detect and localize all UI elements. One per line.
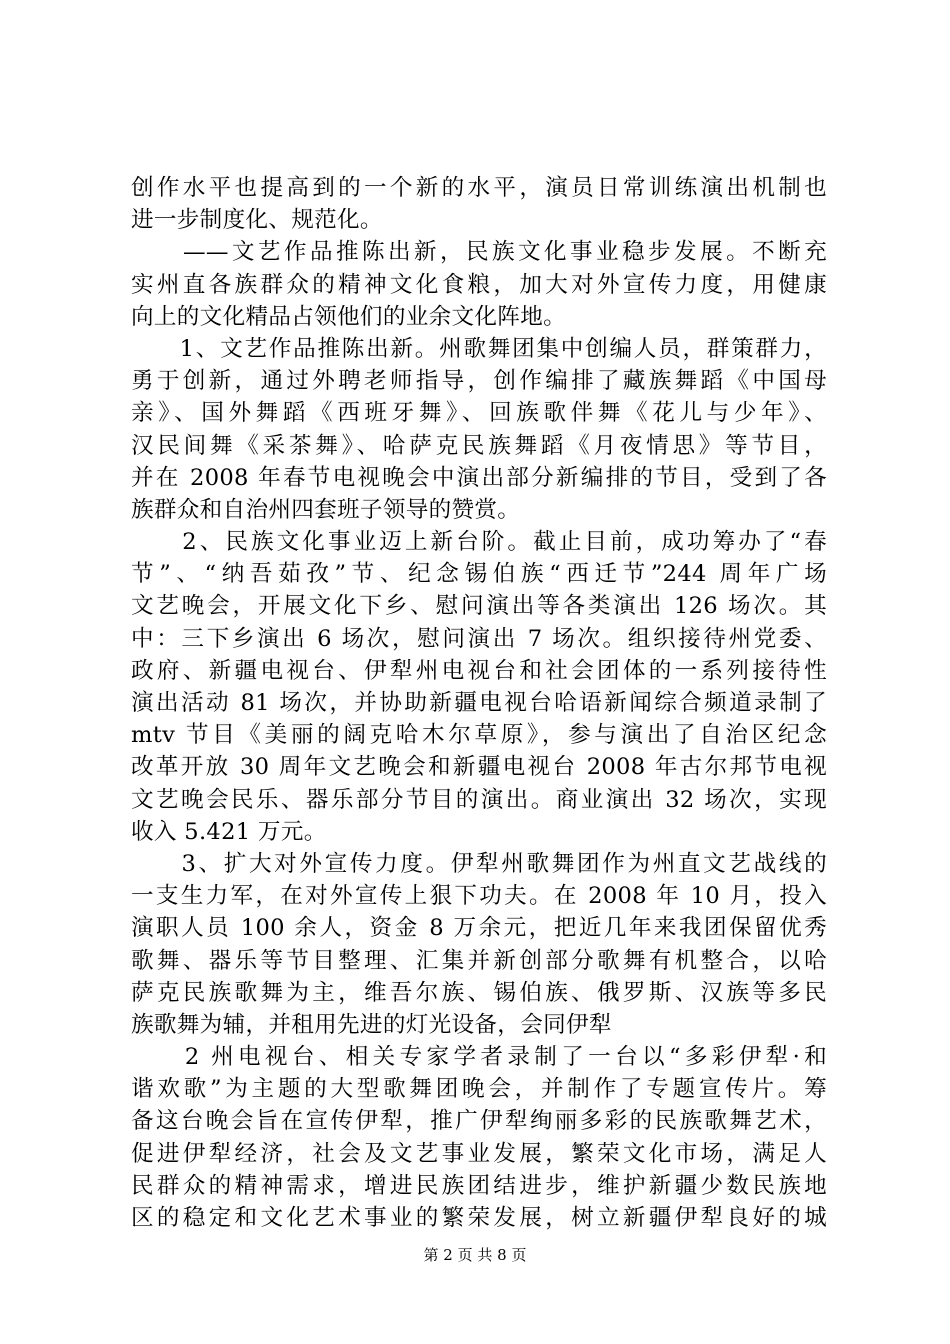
text-line: 谐欢歌”为主题的大型歌舞团晚会，并制作了专题宣传片。筹 bbox=[131, 1076, 827, 1103]
page-number-label: 第 2 页 共 8 页 bbox=[423, 1246, 527, 1264]
text-line: 文艺晚会，开展文化下乡、慰问演出等各类演出 126 场次。其 bbox=[131, 593, 827, 620]
text-line: 收入 5.421 万元。 bbox=[131, 818, 327, 845]
document-body bbox=[131, 172, 827, 1234]
text-line: 政府、新疆电视台、伊犁州电视台和社会团体的一系列接待性 bbox=[131, 657, 827, 684]
text-line: 族群众和自治州四套班子领导的赞赏。 bbox=[131, 496, 521, 523]
text-line: mtv 节目《美丽的阔克哈木尔草原》，参与演出了自治区纪念 bbox=[131, 722, 827, 749]
text-line: 备这台晚会旨在宣传伊犁，推广伊犁绚丽多彩的民族歌舞艺术， bbox=[131, 1108, 827, 1135]
text-line: 3、扩大对外宣传力度。伊犁州歌舞团作为州直文艺战线的 bbox=[131, 850, 827, 877]
text-line: 汉民间舞《采茶舞》、哈萨克民族舞蹈《月夜情思》等节目， bbox=[131, 432, 827, 459]
text-line: 勇于创新，通过外聘老师指导，创作编排了藏族舞蹈《中国母 bbox=[131, 368, 827, 395]
text-line: 改革开放 30 周年文艺晚会和新疆电视台 2008 年古尔邦节电视 bbox=[131, 754, 827, 781]
text-line: 区的稳定和文化艺术事业的繁荣发展，树立新疆伊犁良好的城 bbox=[131, 1205, 827, 1231]
text-line: 促进伊犁经济，社会及文艺事业发展，繁荣文化市场，满足人 bbox=[131, 1140, 827, 1167]
text-line: 亲》、国外舞蹈《西班牙舞》、回族歌伴舞《花儿与少年》、 bbox=[131, 400, 827, 427]
text-line: 并在 2008 年春节电视晚会中演出部分新编排的节目，受到了各 bbox=[131, 464, 827, 491]
text-line: 中：三下乡演出 6 场次，慰问演出 7 场次。组织接待州党委、 bbox=[131, 625, 827, 652]
text-line: 创作水平也提高到的一个新的水平，演员日常训练演出机制也 bbox=[131, 175, 827, 201]
text-line: 演职人员 100 余人，资金 8 万余元，把近几年来我团保留优秀 bbox=[131, 915, 827, 942]
text-line: 实州直各族群众的精神文化食粮，加大对外宣传力度，用健康 bbox=[131, 271, 827, 298]
text-line: 萨克民族歌舞为主，维吾尔族、锡伯族、俄罗斯、汉族等多民 bbox=[131, 979, 827, 1006]
text-line: 演出活动 81 场次，并协助新疆电视台哈语新闻综合频道录制了 bbox=[131, 690, 827, 716]
text-line: ——文艺作品推陈出新，民族文化事业稳步发展。不断充 bbox=[131, 239, 827, 266]
text-line: 1、文艺作品推陈出新。州歌舞团集中创编人员，群策群力， bbox=[131, 335, 827, 362]
page-footer bbox=[0, 1245, 950, 1265]
text-line: 民群众的精神需求，增进民族团结进步，维护新疆少数民族地 bbox=[131, 1172, 827, 1199]
text-line: 进一步制度化、规范化。 bbox=[131, 207, 383, 234]
text-line: 歌舞、器乐等节目整理、汇集并新创部分歌舞有机整合，以哈 bbox=[131, 947, 827, 974]
text-line: 一支生力军，在对外宣传上狠下功夫。在 2008 年 10 月，投入 bbox=[131, 883, 827, 910]
text-line: 节”、“纳吾茹孜”节、纪念锡伯族“西迁节”244 周年广场 bbox=[131, 561, 827, 588]
text-line: 向上的文化精品占领他们的业余文化阵地。 bbox=[131, 303, 566, 330]
text-line: 文艺晚会民乐、器乐部分节目的演出。商业演出 32 场次，实现 bbox=[131, 786, 827, 813]
text-line: 2 州电视台、相关专家学者录制了一台以“多彩伊犁·和 bbox=[131, 1044, 827, 1071]
text-line: 族歌舞为辅，并租用先进的灯光设备，会同伊犁 bbox=[131, 1011, 612, 1038]
text-line: 2、民族文化事业迈上新台阶。截止目前，成功筹办了“春 bbox=[131, 529, 827, 556]
